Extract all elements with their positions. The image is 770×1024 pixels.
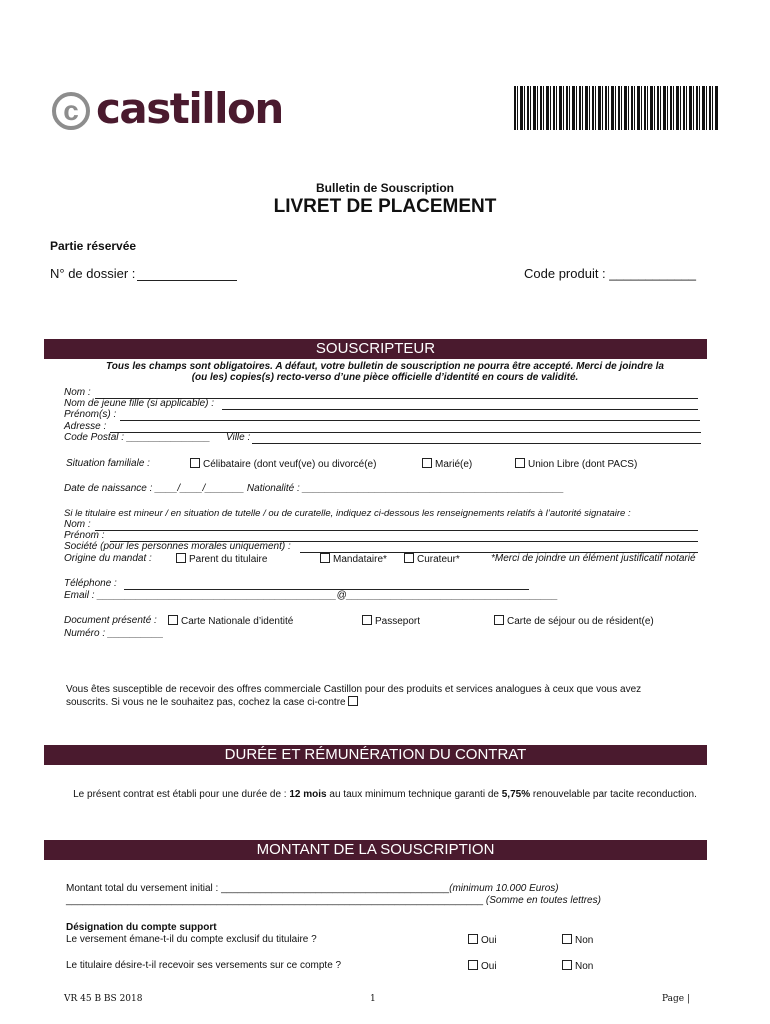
option-label: Non xyxy=(575,961,594,972)
taux-value: 5,75% xyxy=(501,789,531,800)
option-label: Curateur* xyxy=(417,554,460,565)
option-label: Passeport xyxy=(375,616,421,627)
option-label: Non xyxy=(575,935,594,946)
form-title: LIVRET DE PLACEMENT xyxy=(273,196,497,217)
question-compte-exclusif: Le versement émane-t-il du compte exclusif du titulaire ? xyxy=(66,934,317,945)
montant-lettres-note: (Somme en toutes lettres) xyxy=(483,895,601,906)
option-label: Carte de séjour ou de résident(e) xyxy=(507,616,654,627)
nom-jeune-fille-label: Nom de jeune fille (si applicable) : xyxy=(64,398,215,409)
nom-jeune-fille-field[interactable] xyxy=(222,409,698,410)
document-cni-checkbox[interactable] xyxy=(168,615,293,627)
mineur-nom-label: Nom : xyxy=(64,519,91,530)
montant-heading: MONTANT DE LA SOUSCRIPTION xyxy=(44,840,707,860)
option-label: Parent du titulaire xyxy=(189,554,268,565)
option-label: Oui xyxy=(481,961,497,972)
montant-minimum-note: (minimum 10.000 Euros) xyxy=(449,883,559,894)
origine-curateur-checkbox[interactable] xyxy=(404,553,460,565)
checkbox-icon xyxy=(562,934,572,944)
ville-field[interactable] xyxy=(252,443,701,444)
montant-total-label: Montant total du versement initial : _________________________________________ xyxy=(66,883,450,894)
footer-page-number: 1 xyxy=(370,994,376,1004)
logo-wordmark: castillon xyxy=(96,84,283,133)
castillon-logo xyxy=(52,84,302,138)
checkbox-icon xyxy=(468,934,478,944)
duree-heading: DURÉE ET RÉMUNÉRATION DU CONTRAT xyxy=(44,745,707,765)
dossier-field[interactable] xyxy=(137,280,237,281)
souscripteur-heading: SOUSCRIPTEUR xyxy=(44,339,707,359)
checkbox-icon xyxy=(168,615,178,625)
duree-text-b: au taux minimum technique garanti de xyxy=(326,789,502,800)
q1-oui-checkbox[interactable] xyxy=(468,934,497,946)
document-carte-sejour-checkbox[interactable] xyxy=(494,615,654,627)
origine-parent-checkbox[interactable] xyxy=(176,553,267,565)
prenoms-label: Prénom(s) : xyxy=(64,409,117,420)
option-label: Union Libre (dont PACS) xyxy=(528,459,638,470)
checkbox-icon xyxy=(562,960,572,970)
naissance-nationalite-fields[interactable]: Date de naissance : ____/____/_______ Nationalité : _______________________________________________ xyxy=(64,483,564,494)
mineur-notice: Si le titulaire est mineur / en situation de tutelle / ou de curatelle, indiquez ci-dessous les renseignements relatifs à l’autorité signataire : xyxy=(64,508,631,519)
situation-union-libre-checkbox[interactable] xyxy=(515,458,637,470)
checkbox-icon xyxy=(468,960,478,970)
nom-label: Nom : xyxy=(64,387,91,398)
checkbox-icon xyxy=(362,615,372,625)
dossier-label: N° de dossier : xyxy=(50,266,136,281)
mineur-prenom-label: Prénom : xyxy=(64,530,105,541)
reserved-section-label: Partie réservée xyxy=(50,239,137,253)
duree-text xyxy=(0,789,770,800)
checkbox-icon xyxy=(515,458,525,468)
duree-value: 12 mois xyxy=(289,789,327,800)
souscripteur-notice-1: Tous les champs sont obligatoires. A défaut, votre bulletin de souscription ne pourra être accepté. Merci de joindre la xyxy=(106,361,664,372)
souscripteur-notice-2: (ou les) copies(s) recto-verso d’une pièce officielle d’identité en cours de validité. xyxy=(191,372,579,383)
option-label: Oui xyxy=(481,935,497,946)
adresse-label: Adresse : xyxy=(64,421,107,432)
question-recevoir-versements: Le titulaire désire-t-il recevoir ses versements sur ce compte ? xyxy=(66,960,342,971)
prenoms-field[interactable] xyxy=(120,420,700,421)
duree-text-a: Le présent contrat est établi pour une durée de : xyxy=(73,789,290,800)
q1-non-checkbox[interactable] xyxy=(562,934,593,946)
ville-label: Ville : xyxy=(226,432,251,443)
footer-reference: VR 45 B BS 2018 xyxy=(64,994,143,1004)
option-label: Célibataire (dont veuf(ve) ou divorcé(e) xyxy=(203,459,377,470)
q2-oui-checkbox[interactable] xyxy=(468,960,497,972)
montant-total-field[interactable] xyxy=(66,883,559,894)
checkbox-icon xyxy=(190,458,200,468)
checkbox-icon xyxy=(176,553,186,563)
checkbox-icon xyxy=(494,615,504,625)
checkbox-icon xyxy=(404,553,414,563)
offers-text-2 xyxy=(66,696,361,708)
numero-field[interactable]: Numéro : __________ xyxy=(64,628,164,639)
duree-text-c: renouvelable par tacite reconduction. xyxy=(530,789,697,800)
code-postal-field[interactable]: Code Postal : _______________ xyxy=(64,432,211,443)
option-label: Carte Nationale d’identité xyxy=(181,616,294,627)
origine-mandataire-checkbox[interactable] xyxy=(320,553,387,565)
email-field[interactable]: Email : ___________________________________________@______________________________________ xyxy=(64,590,558,601)
montant-lettres-line: ___________________________________________________________________________ xyxy=(66,895,484,906)
mineur-nom-field[interactable] xyxy=(95,530,698,531)
situation-marie-checkbox[interactable] xyxy=(422,458,472,470)
offers-text-label: souscrits. Si vous ne le souhaitez pas, cochez la case ci-contre xyxy=(66,697,346,708)
checkbox-icon xyxy=(320,553,330,563)
situation-celibataire-checkbox[interactable] xyxy=(190,458,376,470)
footer-page-label: Page | xyxy=(662,994,690,1004)
situation-label: Situation familiale : xyxy=(66,458,150,469)
designation-title: Désignation du compte support xyxy=(66,922,217,933)
q2-non-checkbox[interactable] xyxy=(562,960,593,972)
origine-label: Origine du mandat : xyxy=(64,553,152,564)
origine-note: *Merci de joindre un élément justificatif notarié xyxy=(491,553,696,564)
option-label: Marié(e) xyxy=(435,459,473,470)
barcode xyxy=(514,86,718,130)
code-produit-field[interactable]: Code produit : ____________ xyxy=(524,266,697,281)
societe-label: Société (pour les personnes morales uniquement) : xyxy=(64,541,291,552)
document-label: Document présenté : xyxy=(64,615,157,626)
option-label: Mandataire* xyxy=(333,554,387,565)
offers-optout-checkbox[interactable] xyxy=(348,696,358,706)
telephone-label: Téléphone : xyxy=(64,578,117,589)
copyright-c-icon: c xyxy=(52,92,90,130)
document-passeport-checkbox[interactable] xyxy=(362,615,420,627)
form-subtitle: Bulletin de Souscription xyxy=(315,181,454,195)
checkbox-icon xyxy=(422,458,432,468)
montant-lettres-field[interactable] xyxy=(66,895,601,906)
offers-text-1: Vous êtes susceptible de recevoir des offres commerciale Castillon pour des produits et services analogues à ceux que vous avez xyxy=(66,684,642,695)
